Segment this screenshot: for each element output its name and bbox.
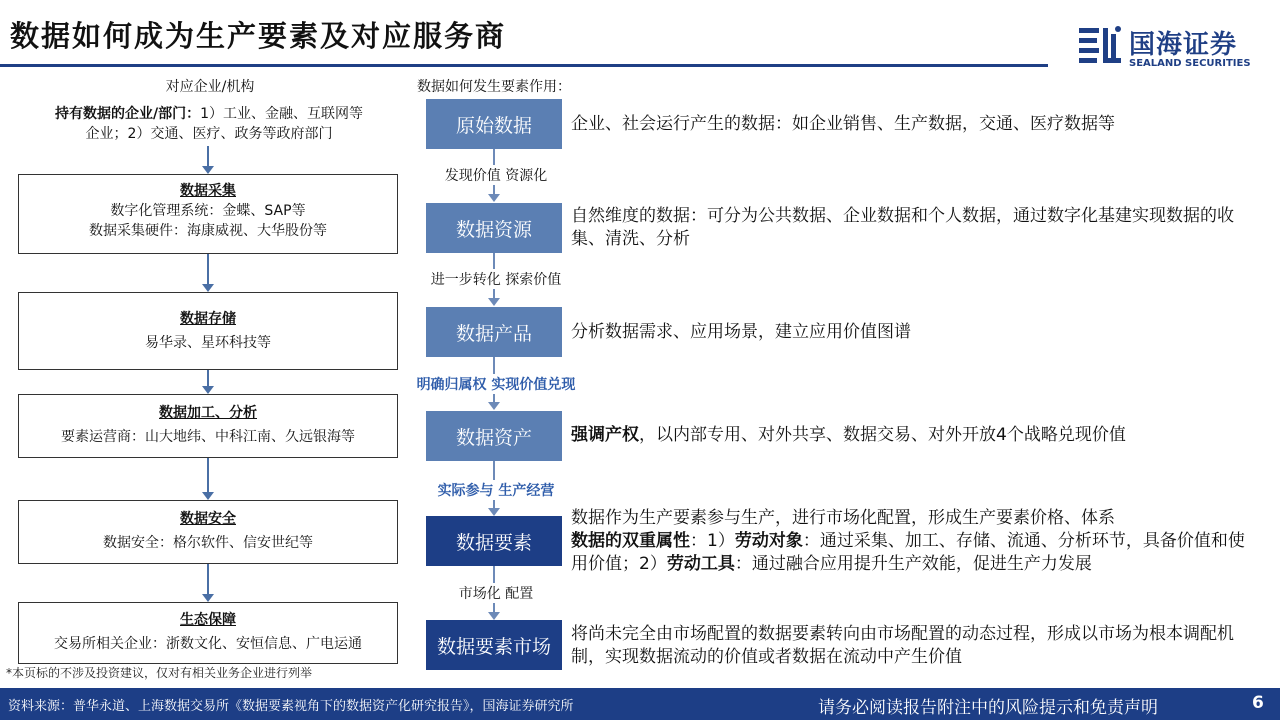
box-heading: 数据安全 [180, 511, 236, 527]
sealand-logo-icon [1077, 22, 1123, 68]
holders-text-2: 企业；2）交通、医疗、政务等政府部门 [85, 126, 333, 142]
desc-asset-rest: ，以内部专用、对外共享、数据交易、对外开放4个战略兑现价值 [639, 425, 1126, 445]
box-line: 数字化管理系统：金蝶、SAP等 [110, 203, 306, 219]
stage-data-element-market: 数据要素市场 [426, 620, 562, 670]
box-heading: 数据采集 [180, 183, 236, 199]
sealand-logo [1077, 22, 1267, 70]
transition-label: 市场化 配置 [416, 583, 576, 603]
desc-data-product: 分析数据需求、应用场景，建立应用价值图谱 [571, 322, 911, 342]
stage-data-element: 数据要素 [426, 516, 562, 566]
box-line: 要素运营商：山大地纬、中科江南、久远银海等 [61, 429, 355, 445]
desc-element-bold3: 劳动工具 [666, 554, 735, 574]
flow-arrow [207, 254, 209, 286]
desc-element-bold1: 数据的双重属性 [571, 531, 690, 551]
footer-bar [0, 688, 1280, 720]
desc-element-t1: ：1） [690, 531, 735, 551]
transition-label: 明确归属权 实现价值兑现 [416, 374, 576, 394]
holders-label: 持有数据的企业/部门： [54, 106, 201, 122]
logo-english-name: SEALAND SECURITIES [1129, 58, 1251, 69]
box-heading: 数据存储 [180, 311, 236, 327]
box-line: 易华录、星环科技等 [145, 335, 271, 351]
page-number: 6 [1252, 693, 1264, 713]
desc-data-asset [571, 424, 1251, 447]
desc-element-t3: ：通过融合应用提升生产效能，促进生产力发展 [734, 554, 1092, 574]
desc-raw-data: 企业、社会运行产生的数据：如企业销售、生产数据，交通、医疗数据等 [571, 114, 1115, 134]
box-data-collection [18, 174, 398, 254]
left-column-title: 对应企业/机构 [165, 79, 255, 95]
desc-data-element-market: 将尚未完全由市场配置的数据要素转向由市场配置的动态过程，形成以市场为根本调配机制，实现数据流动的价值或者数据在流动中产生价值 [571, 624, 1234, 667]
footer-source: 资料来源：普华永道、上海数据交易所《数据要素视角下的数据资产化研究报告》，国海证券研究所 [8, 699, 574, 714]
flow-arrow [207, 370, 209, 388]
desc-element-t2: ：通过采集、加工、存储、流通、分析环节，具备价值和使用价值；2） [571, 531, 1245, 574]
logo-chinese-name: 国海证券 [1129, 30, 1238, 60]
holders-text-1: 1）工业、金融、互联网等 [200, 106, 364, 122]
transition-label: 发现价值 资源化 [416, 165, 576, 185]
stage-data-product: 数据产品 [426, 307, 562, 357]
box-data-storage [18, 292, 398, 370]
box-heading: 数据加工、分析 [159, 405, 257, 421]
stage-data-resource: 数据资源 [426, 203, 562, 253]
transition-label: 进一步转化 探索价值 [416, 269, 576, 289]
right-column-title: 数据如何发生要素作用： [417, 79, 571, 95]
desc-data-resource: 自然维度的数据：可分为公共数据、企业数据和个人数据，通过数字化基建实现数据的收集、清洗、分析 [571, 206, 1234, 249]
box-line: 交易所相关企业：浙数文化、安恒信息、广电运通 [54, 636, 362, 652]
desc-data-element [571, 507, 1251, 576]
footnote: *本页标的不涉及投资建议，仅对有相关业务企业进行列举 [6, 666, 313, 680]
footer-disclaimer: 请务必阅读报告附注中的风险提示和免责声明 [818, 698, 1158, 718]
desc-element-line1: 数据作为生产要素参与生产，进行市场化配置，形成生产要素价格、体系 [571, 508, 1115, 528]
title-divider [0, 64, 1048, 67]
flow-arrow [207, 564, 209, 596]
flow-arrow [207, 458, 209, 494]
box-heading: 生态保障 [180, 612, 236, 628]
stage-data-asset: 数据资产 [426, 411, 562, 461]
data-holders [14, 104, 404, 144]
desc-element-bold2: 劳动对象 [734, 531, 803, 551]
desc-asset-bold: 强调产权 [571, 425, 639, 445]
stage-raw-data: 原始数据 [426, 99, 562, 149]
page-title: 数据如何成为生产要素及对应服务商 [10, 19, 507, 53]
transition-label: 实际参与 生产经营 [416, 480, 576, 500]
box-data-processing [18, 394, 398, 458]
box-line: 数据采集硬件：海康威视、大华股份等 [89, 223, 327, 239]
box-data-security [18, 500, 398, 564]
flow-arrow [207, 146, 209, 168]
box-line: 数据安全：格尔软件、信安世纪等 [103, 535, 313, 551]
box-ecosystem [18, 602, 398, 664]
